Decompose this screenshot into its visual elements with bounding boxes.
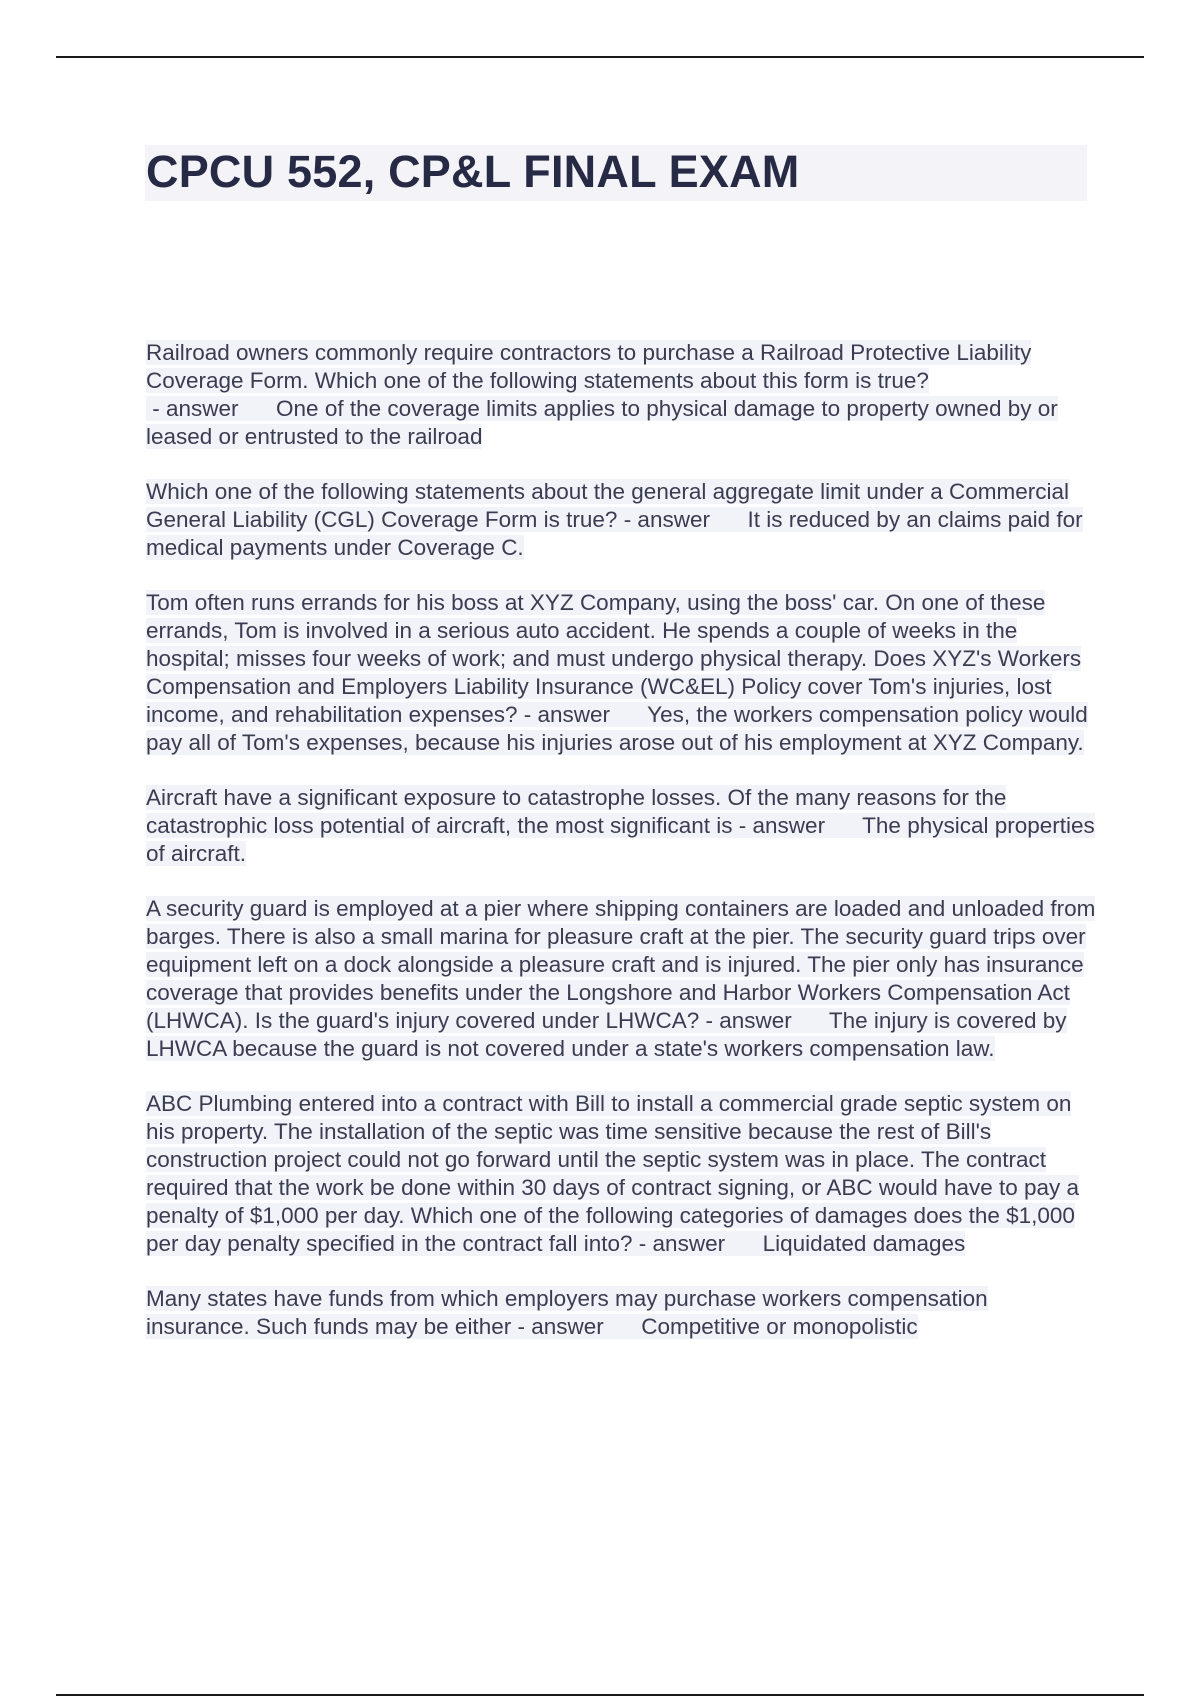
top-rule bbox=[56, 56, 1144, 58]
page-title: CPCU 552, CP&L FINAL EXAM bbox=[146, 146, 800, 197]
question-text: Aircraft have a significant exposure to catastrophe losses. Of the many reasons for the catastrophic loss potential of aircraft, the most significant is bbox=[146, 785, 1007, 838]
answer-text: One of the coverage limits applies to physical damage to property owned by or leased or entrusted to the railroad bbox=[146, 396, 1058, 449]
question-text: Railroad owners commonly require contractors to purchase a Railroad Protective Liability Coverage Form. Which one of the following statements about this form is true? bbox=[146, 340, 1032, 393]
question-text: Tom often runs errands for his boss at XYZ Company, using the boss' car. On one of these errands, Tom is involved in a serious auto accident. He spends a couple of weeks in the hospital; misses four weeks of work; and must undergo physical therapy. Does XYZ's Workers Compensation and Employers Liability Insurance (WC&EL) Policy cover Tom's injuries, lost income, and rehabilitation expenses? bbox=[146, 590, 1082, 727]
qa-list bbox=[146, 339, 1096, 1368]
answer-separator: - answer bbox=[617, 507, 748, 532]
answer-separator: - answer bbox=[511, 1314, 642, 1339]
answer-separator: - answer bbox=[517, 702, 648, 727]
answer-text: Liquidated damages bbox=[762, 1231, 966, 1256]
answer-separator: - answer bbox=[699, 1008, 829, 1033]
qa-item bbox=[146, 478, 1096, 562]
answer-text: Yes, the workers compensation policy would pay all of Tom's expenses, because his injuries arose out of his employment at XYZ Company. bbox=[146, 702, 1088, 755]
qa-item bbox=[146, 895, 1096, 1063]
qa-item bbox=[146, 1285, 1096, 1341]
question-text: Many states have funds from which employers may purchase workers compensation insurance. Such funds may be either bbox=[146, 1286, 988, 1339]
answer-text: The physical properties of aircraft. bbox=[146, 813, 1095, 866]
bottom-rule bbox=[56, 1694, 1144, 1696]
question-text: A security guard is employed at a pier where shipping containers are loaded and unloaded from barges. There is also a small marina for pleasure craft at the pier. The security guard trips over equipment left on a dock alongside a pleasure craft and is injured. The pier only has insurance coverage that provides benefits under the Longshore and Harbor Workers Compensation Act (LHWCA). Is the guard's injury covered under LHWCA? bbox=[146, 896, 1096, 1033]
question-text: Which one of the following statements about the general aggregate limit under a Commercial General Liability (CGL) Coverage Form is true? bbox=[146, 479, 1070, 532]
qa-item bbox=[146, 1090, 1096, 1258]
answer-separator: - answer bbox=[146, 396, 277, 421]
question-text: ABC Plumbing entered into a contract with Bill to install a commercial grade septic system on his property. The installation of the septic was time sensitive because the rest of Bill's construction project could not go forward until the septic system was in place. The contract required that the work be done within 30 days of contract signing, or ABC would have to pay a penalty of $1,000 per day. Which one of the following categories of damages does the $1,000 per day penalty specified in the contract fall into? bbox=[146, 1091, 1080, 1256]
answer-text: Competitive or monopolistic bbox=[641, 1314, 918, 1339]
answer-separator: - answer bbox=[632, 1231, 763, 1256]
answer-separator: - answer bbox=[732, 813, 863, 838]
qa-item bbox=[146, 589, 1096, 757]
answer-text: It is reduced by an claims paid for medical payments under Coverage C. bbox=[146, 507, 1083, 560]
qa-item bbox=[146, 339, 1096, 451]
qa-item bbox=[146, 784, 1096, 868]
answer-text: The injury is covered by LHWCA because the guard is not covered under a state's workers compensation law. bbox=[146, 1008, 1067, 1061]
